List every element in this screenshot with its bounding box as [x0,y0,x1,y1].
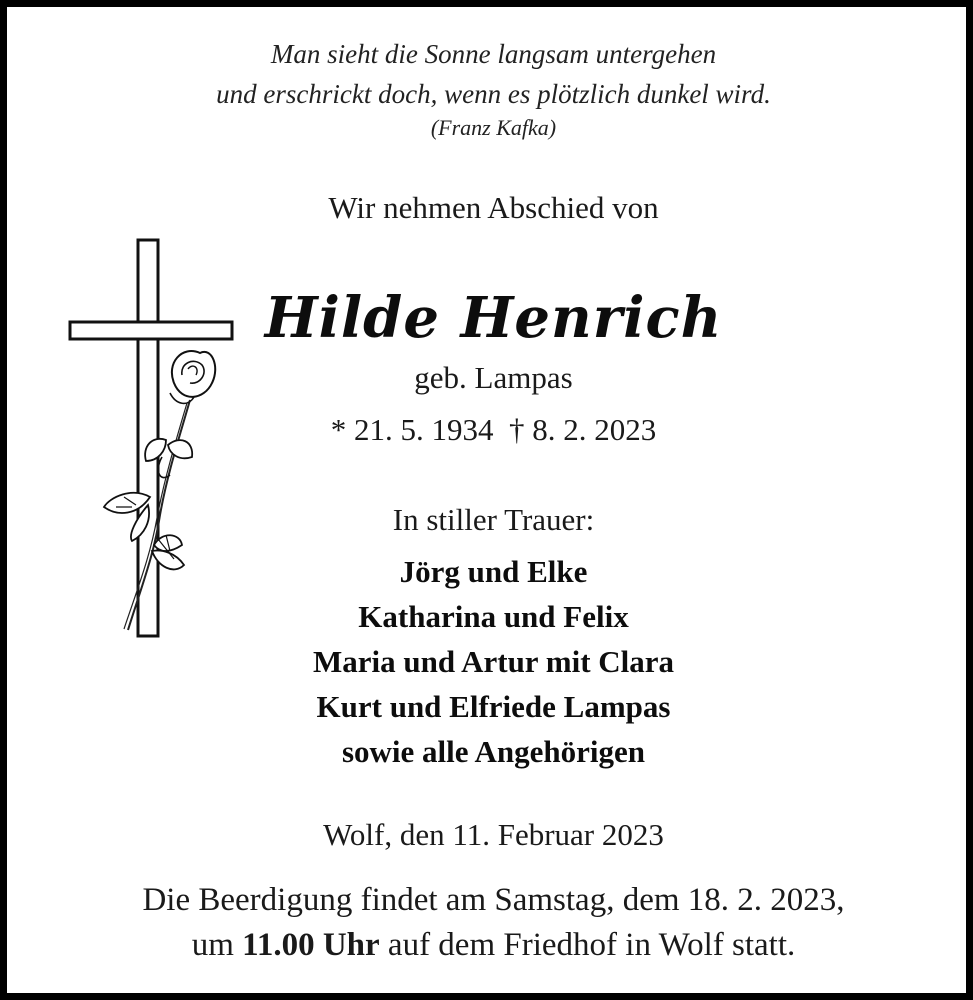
quote-line-1: Man sieht die Sonne langsam untergehen [270,39,717,69]
funeral-time: 11.00 Uhr [242,927,380,963]
mourning-heading: In stiller Trauer: [392,502,595,537]
place-date: Wolf, den 11. Februar 2023 [323,817,664,852]
funeral-prefix: um [191,927,243,963]
funeral-line-1: Die Beerdigung findet am Samstag, dem 18. 2. 2023, [142,882,845,918]
intro-text: Wir nehmen Abschied von [328,190,659,225]
funeral-line-2 [7,927,973,964]
maiden-name: geb. Lampas [414,360,573,395]
mourner-line: Jörg und Elke [399,554,588,589]
deceased-name: Hilde Henrich [264,285,723,351]
quote-line-2: und erschrickt doch, wenn es plötzlich dunkel wird. [216,79,771,109]
mourner-line: Katharina und Felix [358,599,629,634]
life-dates: * 21. 5. 1934 † 8. 2. 2023 [330,412,657,447]
mourner-line: Maria und Artur mit Clara [312,644,675,679]
quote-author: (Franz Kafka) [430,115,557,140]
mourner-line: Kurt und Elfriede Lampas [316,689,671,724]
mourner-line: sowie alle Angehörigen [341,734,646,769]
funeral-suffix: auf dem Friedhof in Wolf statt. [379,927,796,963]
